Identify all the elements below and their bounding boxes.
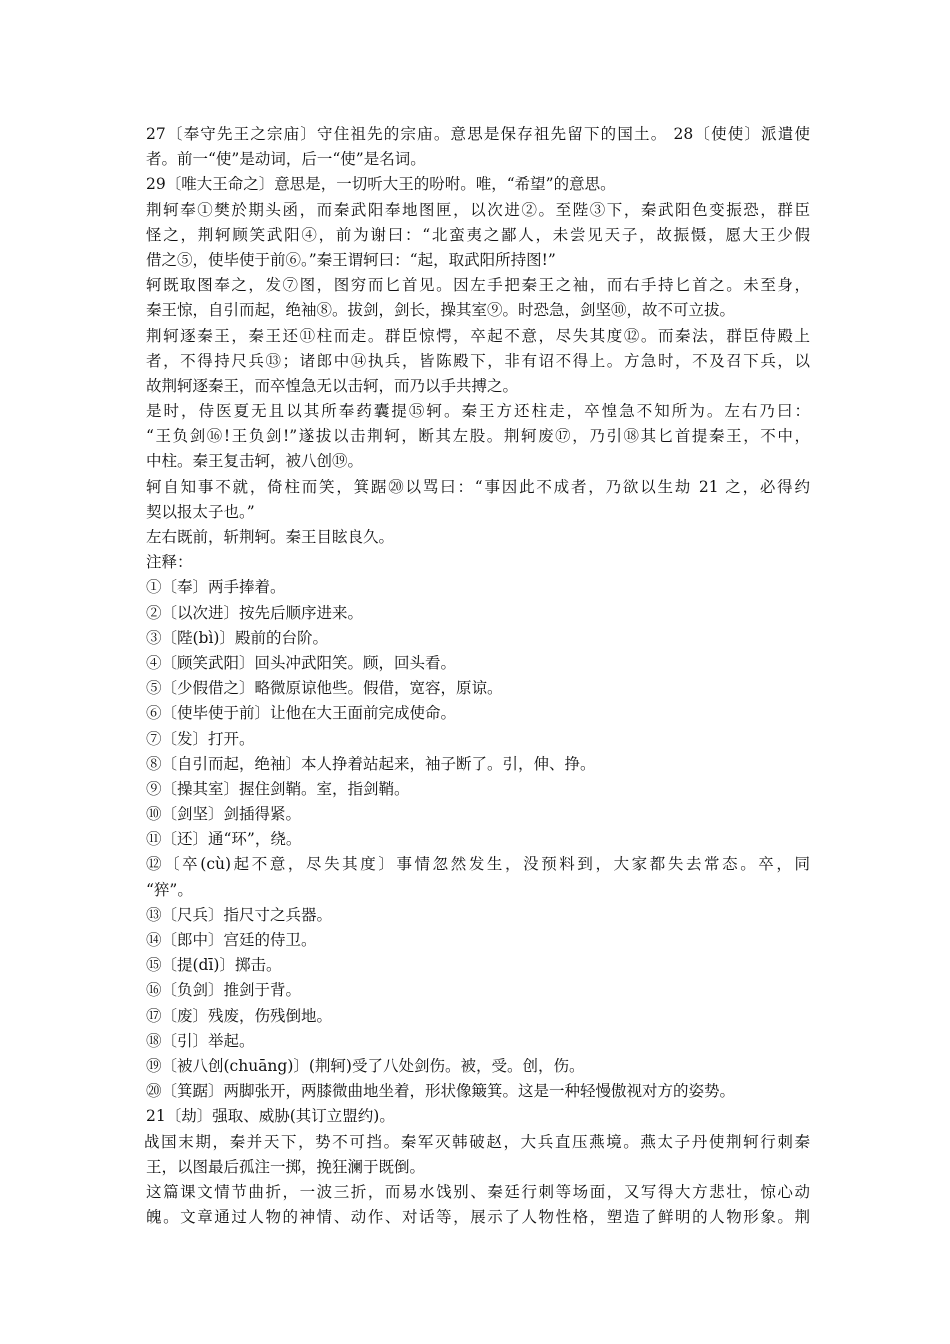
text-line: 契以报太子也。” xyxy=(146,502,255,521)
text-line: 左右既前，斩荆轲。秦王目眩良久。 xyxy=(146,528,395,546)
text-line: ⑭〔郎中〕宫廷的侍卫。 xyxy=(146,931,317,949)
text-line: 借之⑤，使毕使于前⑥。”秦王谓轲曰：“起，取武阳所持图!” xyxy=(146,250,556,269)
text-line: 者，不得持尺兵⑬；诸郎中⑭执兵，皆陈殿下，非有诏不得上。方急时，不及召下兵，以 xyxy=(146,351,810,370)
text-line: ⑯〔负剑〕推剑于背。 xyxy=(146,981,302,1000)
text-line: 荆轲奉①樊於期头函，而秦武阳奉地图匣，以次进②。至陛③下，秦武阳色变振恐，群臣 xyxy=(146,200,810,219)
text-line: 荆轲逐秦王，秦王还⑪柱而走。群臣惊愕，卒起不意，尽失其度⑫。而秦法，群臣侍殿上 xyxy=(146,326,810,345)
document-body xyxy=(146,122,810,1230)
text-line: 怪之，荆轲顾笑武阳④，前为谢曰：“北蛮夷之鄙人，未尝见天子，故振慑，愿大王少假 xyxy=(146,225,810,244)
text-line: 故荆轲逐秦王，而卒惶急无以击轲，而乃以手共搏之。 xyxy=(146,376,519,395)
text-line: ⑥〔使毕使于前〕让他在大王面前完成使命。 xyxy=(146,704,457,723)
text-line: 战国末期，秦并天下，势不可挡。秦军灭韩破赵，大兵直压燕境。燕太子丹使荆轲行刺秦 xyxy=(144,1132,810,1151)
text-line: 这篇课文情节曲折，一波三折，而易水饯别、秦廷行刺等场面，又写得大方悲壮，惊心动 xyxy=(146,1182,810,1201)
text-line: ⑰〔废〕残废，伤残倒地。 xyxy=(146,1006,333,1025)
text-line: ①〔奉〕两手捧着。 xyxy=(146,578,286,597)
text-line: “猝”。 xyxy=(146,880,193,899)
text-line: ⑱〔引〕举起。 xyxy=(146,1031,255,1050)
text-line: 注释： xyxy=(146,553,193,572)
text-line: 轲既取图奉之，发⑦图，图穷而匕首见。因左手把秦王之袖，而右手持匕首之。未至身， xyxy=(146,276,810,295)
text-line: ⑨〔操其室〕握住剑鞘。室，指剑鞘。 xyxy=(146,779,410,798)
text-line: ⑦〔发〕打开。 xyxy=(146,729,255,748)
text-line: ⑪〔还〕通“环”，绕。 xyxy=(146,830,302,849)
text-line: 中柱。秦王复击轲，被八创⑲。 xyxy=(146,452,364,471)
text-line: ②〔以次进〕按先后顺序进来。 xyxy=(146,603,364,622)
text-line: 王，以图最后孤注一掷，挽狂澜于既倒。 xyxy=(146,1157,426,1176)
text-line: ⑧〔自引而起，绝袖〕本人挣着站起来，袖子断了。引，伸、挣。 xyxy=(146,754,596,773)
text-line: ⑮〔提(dī)〕掷击。 xyxy=(146,956,282,975)
text-line: ⑳〔箕踞〕两脚张开，两膝微曲地坐着，形状像簸箕。这是一种轻慢傲视对方的姿势。 xyxy=(146,1082,736,1101)
text-line: ⑲〔被八创(chuāng)〕(荆轲)受了八处剑伤。被，受。创，伤。 xyxy=(146,1056,585,1075)
text-line: 29〔唯大王命之〕意思是，一切听大王的吩咐。唯，“希望”的意思。 xyxy=(146,175,616,194)
text-line: ③〔陛(bì)〕殿前的台阶。 xyxy=(146,628,328,647)
text-line: 是时，侍医夏无且以其所奉药囊提⑮轲。秦王方还柱走，卒惶急不知所为。左右乃曰： xyxy=(146,402,810,421)
text-line: ⑬〔尺兵〕指尺寸之兵器。 xyxy=(146,905,333,924)
text-line: 者。前一“使”是动词，后一“使”是名词。 xyxy=(146,150,426,169)
text-line: “王负剑⑯!王负剑!”遂拔以击荆轲，断其左股。荆轲废⑰，乃引⑱其匕首提秦王，不中， xyxy=(146,427,810,446)
text-line: 秦王惊，自引而起，绝袖⑧。拔剑，剑长，操其室⑨。时恐急，剑坚⑩，故不可立拔。 xyxy=(146,301,736,320)
text-line: ⑩〔剑坚〕剑插得紧。 xyxy=(146,805,302,824)
text-line: 轲自知事不就，倚柱而笑，箕踞⑳以骂曰：“事因此不成者，乃欲以生劫 21 之，必得约 xyxy=(146,477,810,496)
text-line: ⑤〔少假借之〕略微原谅他些。假借，宽容，原谅。 xyxy=(146,679,503,698)
text-line: 27〔奉守先王之宗庙〕守住祖先的宗庙。意思是保存祖先留下的国土。 28〔使使〕派遣使 xyxy=(146,125,810,143)
text-line: ⑫〔卒(cù)起不意，尽失其度〕事情忽然发生，没预料到，大家都失去常态。卒，同 xyxy=(146,855,810,874)
text-line: 魄。文章通过人物的神情、动作、对话等，展示了人物性格，塑造了鲜明的人物形象。荆 xyxy=(146,1208,810,1227)
text-line: ④〔顾笑武阳〕回头冲武阳笑。顾，回头看。 xyxy=(146,653,457,672)
text-line: 21〔劫〕强取、威胁(其订立盟约)。 xyxy=(146,1107,395,1126)
